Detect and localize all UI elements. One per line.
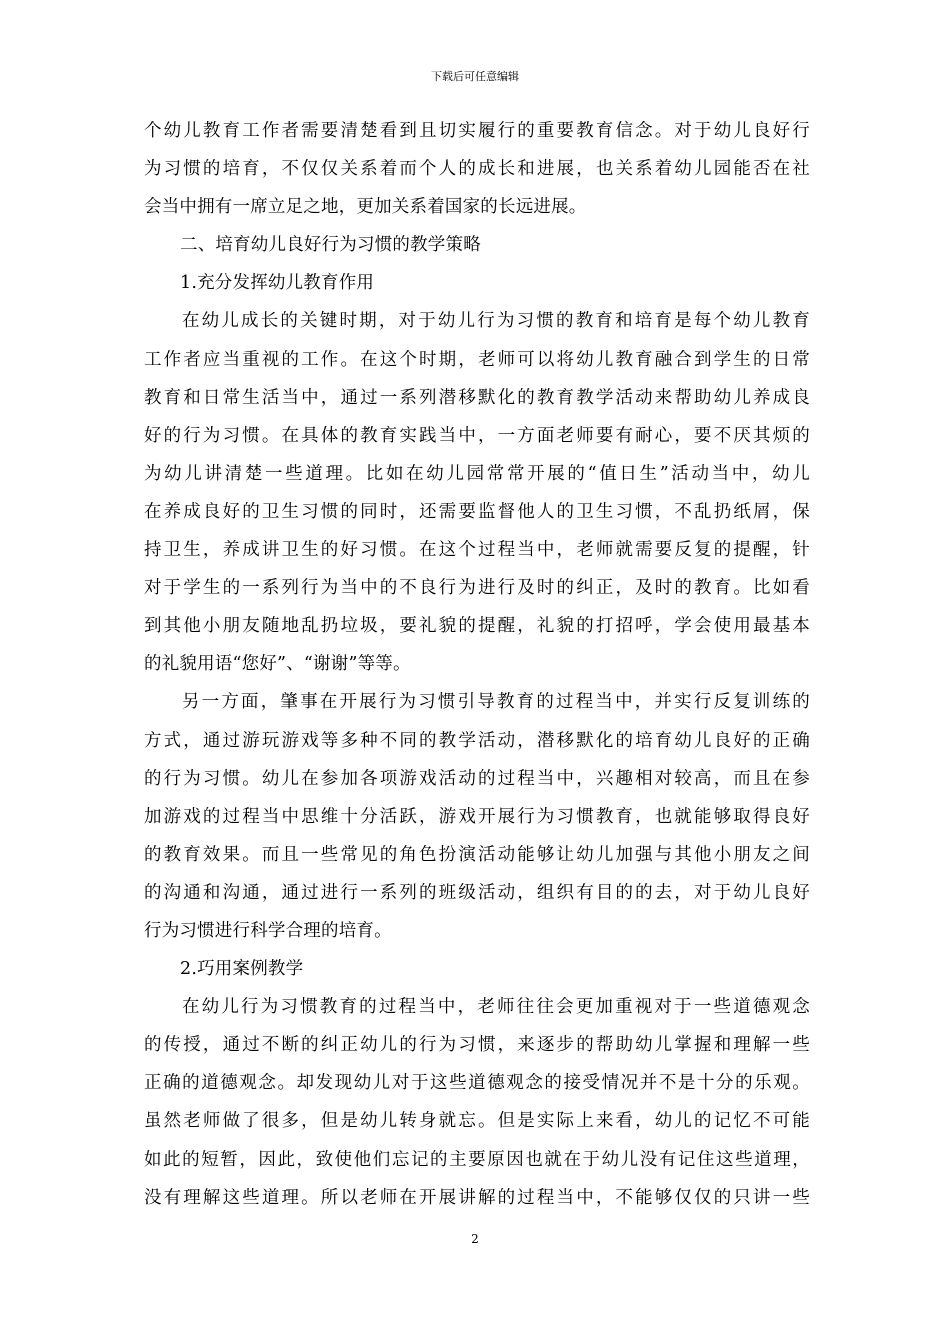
text-line: 没有理解这些道理。所以老师在开展讲解的过程当中，不能够仅仅的只讲一些 — [144, 1187, 810, 1208]
page-header: 下载后可任意编辑 — [431, 70, 519, 83]
subsection-heading: 2.巧用案例教学 — [180, 959, 304, 980]
page-number: 2 — [471, 1232, 479, 1246]
text-line: 的教育效果。而且一些常见的角色扮演活动能够让幼儿加强与其他小朋友之间 — [144, 844, 810, 865]
text-line: 对于学生的一系列行为当中的不良行为进行及时的纠正，及时的教育。比如看 — [144, 578, 810, 599]
text-line: 的礼貌用语“您好”、“谢谢”等等。 — [144, 654, 411, 675]
text-line: 在幼儿行为习惯教育的过程当中，老师往往会更加重视对于一些道德观念 — [182, 997, 810, 1018]
text-line: 好的行为习惯。在具体的教育实践当中，一方面老师要有耐心，要不厌其烦的 — [144, 425, 810, 446]
text-line: 的沟通和沟通，通过进行一系列的班级活动，组织有目的的去，对于幼儿良好 — [144, 882, 810, 903]
text-line: 个幼儿教育工作者需要清楚看到且切实履行的重要教育信念。对于幼儿良好行 — [144, 121, 810, 141]
document-body — [144, 112, 810, 1217]
text-line: 为习惯的培育，不仅仅关系着而个人的成长和进展，也关系着幼儿园能否在社 — [144, 159, 810, 180]
text-line: 在幼儿成长的关键时期，对于幼儿行为习惯的教育和培育是每个幼儿教育 — [182, 311, 810, 332]
text-line: 工作者应当重视的工作。在这个时期，老师可以将幼儿教育融合到学生的日常 — [144, 349, 810, 370]
text-line: 教育和日常生活当中，通过一系列潜移默化的教育教学活动来帮助幼儿养成良 — [144, 387, 810, 408]
text-line: 的传授，通过不断的纠正幼儿的行为习惯，来逐步的帮助幼儿掌握和理解一些 — [144, 1035, 810, 1056]
text-line: 另一方面，肇事在开展行为习惯引导教育的过程当中，并实行反复训练的 — [182, 692, 810, 713]
text-line: 行为习惯进行科学合理的培育。 — [144, 920, 392, 941]
text-line: 到其他小朋友随地乱扔垃圾，要礼貌的提醒，礼貌的打招呼，学会使用最基本 — [144, 616, 810, 637]
text-line: 加游戏的过程当中思维十分活跃，游戏开展行为习惯教育，也就能够取得良好 — [144, 806, 810, 827]
text-line: 如此的短暂，因此，致使他们忘记的主要原因也就在于幼儿没有记住这些道理， — [144, 1149, 810, 1170]
text-line: 虽然老师做了很多，但是幼儿转身就忘。但是实际上来看，幼儿的记忆不可能 — [144, 1111, 810, 1132]
section-heading: 二、培育幼儿良好行为习惯的教学策略 — [180, 235, 481, 256]
text-line: 在养成良好的卫生习惯的同时，还需要监督他人的卫生习惯，不乱扔纸屑，保 — [144, 501, 810, 522]
text-line: 方式，通过游玩游戏等多种不同的教学活动，潜移默化的培育幼儿良好的正确 — [144, 730, 810, 751]
text-line: 会当中拥有一席立足之地，更加关系着国家的长远进展。 — [144, 197, 587, 218]
text-line: 的行为习惯。幼儿在参加各项游戏活动的过程当中，兴趣相对较高，而且在参 — [144, 768, 810, 789]
text-line: 为幼儿讲清楚一些道理。比如在幼儿园常常开展的“值日生”活动当中，幼儿 — [144, 463, 810, 484]
text-line: 正确的道德观念。却发现幼儿对于这些道德观念的接受情况并不是十分的乐观。 — [144, 1073, 810, 1094]
text-line: 持卫生，养成讲卫生的好习惯。在这个过程当中，老师就需要反复的提醒，针 — [144, 540, 810, 561]
subsection-heading: 1.充分发挥幼儿教育作用 — [180, 273, 375, 294]
